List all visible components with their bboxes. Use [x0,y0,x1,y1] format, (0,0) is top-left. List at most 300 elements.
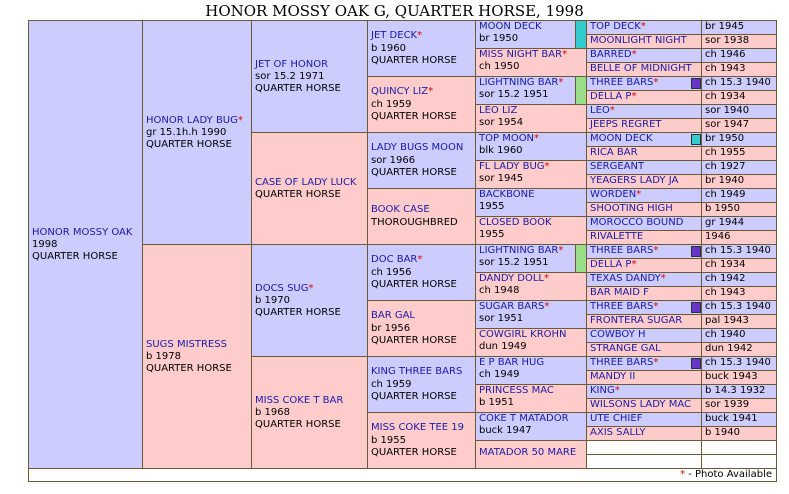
pedigree-cell-g5-9 [475,272,587,301]
pedigree-cell-g6-11 [586,174,702,189]
horse-name-link[interactable] [590,105,698,117]
pedigree-cell-g5-6 [475,188,587,217]
horse-details: ch 1934 [705,259,746,270]
horse-name[interactable]: YEAGERS LADY JA [590,175,679,186]
horse-name[interactable]: COWBOY H [590,329,646,340]
horse-name[interactable]: LIGHTNING BAR [479,77,559,88]
pedigree-cell-g6-5 [586,90,702,105]
horse-info [368,29,460,68]
pedigree-cell-g4-2 [367,132,476,189]
horse-name-link[interactable] [590,203,698,215]
photo-star-icon: * [653,301,659,312]
pedigree-info-g6-23 [701,342,777,357]
horse-name[interactable]: TEXAS DANDY [590,273,661,284]
horse-name[interactable]: JET OF HONOR [255,58,329,70]
pedigree-cell-g6-20 [586,300,702,315]
repeat-marker-icon [691,134,701,145]
pedigree-cell-g6-27 [586,398,702,413]
horse-details: br 1950 [479,33,519,44]
pedigree-cell-g6-28 [586,412,702,427]
horse-details: sor 1939 [705,399,750,410]
repeat-marker-icon [691,302,701,313]
horse-name-link[interactable] [590,343,698,355]
horse-name-link[interactable] [371,254,457,266]
horse-name-link[interactable] [479,21,583,33]
horse-breed: QUARTER HORSE [255,418,341,430]
pedigree-cell-g5-10 [475,300,587,329]
horse-breed: QUARTER HORSE [371,279,457,290]
horse-name[interactable]: TOP DECK [590,21,641,32]
horse-name[interactable]: SUGS MISTRESS [146,338,227,350]
horse-details: ch 1955 [705,147,746,158]
horse-name[interactable]: MOROCCO BOUND [590,217,684,228]
pedigree-cell-g4-4 [367,244,476,301]
horse-name[interactable]: STRANGE GAL [590,343,661,354]
horse-name-link[interactable] [479,189,583,201]
pedigree-cell-g4-0 [367,20,476,77]
pedigree-cell-g5-15 [475,440,587,469]
horse-name-link[interactable] [590,329,698,341]
horse-name-link[interactable] [590,35,698,47]
horse-details: buck 1947 [479,425,532,436]
horse-details: 1998 [32,238,58,250]
pedigree-info-g6-8 [701,132,777,147]
pedigree-cell-g5-12 [475,356,587,385]
pedigree-cell-g6-14 [586,216,702,231]
horse-name[interactable]: UTE CHIEF [590,413,643,424]
pedigree-cell-g3-3 [251,356,368,469]
repeat-marker-icon [575,245,586,272]
pedigree-cell-g5-0 [475,20,587,49]
pedigree-info-g6-12 [701,188,777,203]
horse-name[interactable]: BOOK CASE [371,204,430,215]
horse-details: ch 1927 [705,161,746,172]
horse-name-link[interactable] [590,259,698,271]
horse-details: b 1960 [371,43,406,54]
horse-info [252,282,344,320]
horse-name[interactable]: MISS COKE T BAR [255,394,344,406]
pedigree-cell-g6-29 [586,426,702,441]
horse-name-link[interactable] [590,245,698,257]
horse-details: ch 1943 [705,287,746,298]
horse-name-link[interactable] [479,49,583,61]
pedigree-cell-g6-17 [586,258,702,273]
horse-details: 1955 [479,229,505,240]
pedigree-cell-g5-4 [475,132,587,161]
horse-name-link[interactable] [146,115,243,127]
horse-details: b 1950 [705,203,740,214]
pedigree-info-g6-21 [701,314,777,329]
horse-name[interactable]: CASE OF LADY LUCK [255,176,357,188]
horse-name[interactable]: LEO LIZ [479,105,518,116]
horse-details: ch 1948 [479,285,520,296]
horse-details: b 1955 [371,435,406,446]
photo-star-icon: * [631,259,637,270]
photo-star-icon: * [544,161,550,172]
pedigree-info-g6-24 [701,356,777,371]
horse-name[interactable]: MISS NIGHT BAR [479,49,563,60]
horse-name[interactable]: LIGHTNING BAR [479,245,559,256]
horse-info [368,141,466,180]
horse-details: ch 1959 [371,99,412,110]
photo-star-icon: * [636,189,642,200]
horse-info [368,365,465,404]
pedigree-cell-g6-16 [586,244,702,259]
pedigree-cell-g5-1 [475,48,587,77]
photo-star-icon: * [558,245,564,256]
pedigree-cell-g6-30 [586,440,702,455]
horse-info [368,203,461,230]
horse-details: sor 15.2 1971 [255,70,325,82]
pedigree-cell-g6-15 [586,230,702,245]
photo-star-icon: * [653,357,659,368]
horse-details: sor 1954 [479,117,524,128]
photo-star-icon: * [609,105,615,116]
horse-details: blk 1960 [479,145,523,156]
horse-name-link[interactable] [590,315,698,327]
horse-name-link[interactable] [371,30,457,42]
horse-name[interactable]: BELLE OF MIDNIGHT [590,63,692,74]
horse-name[interactable]: RIVALETTE [590,231,644,242]
photo-star-icon: * [544,301,550,312]
pedigree-cell-g6-23 [586,342,702,357]
horse-breed: QUARTER HORSE [146,362,232,374]
horse-name[interactable]: SHOOTING HIGH [590,203,673,214]
pedigree-info-g6-16 [701,244,777,259]
horse-name-link[interactable] [371,142,463,154]
photo-star-icon: * [237,114,243,126]
horse-info [143,114,246,152]
horse-name-link[interactable] [590,175,698,187]
horse-details: sor 1951 [479,313,524,324]
horse-name-link[interactable] [590,63,698,75]
horse-details: dun 1949 [479,341,527,352]
horse-details: dun 1942 [705,343,753,354]
horse-details: ch 1946 [705,49,746,60]
horse-name[interactable]: MOON DECK [479,21,542,32]
horse-name-link[interactable] [590,21,698,33]
pedigree-cell-g4-3 [367,188,476,245]
horse-name-link[interactable] [479,105,583,117]
horse-name[interactable]: FRONTERA SUGAR [590,315,683,326]
horse-name[interactable]: TOP MOON [479,133,535,144]
horse-name-link[interactable] [590,147,698,159]
horse-details: sor 1966 [371,155,416,166]
pedigree-cell-g6-19 [586,286,702,301]
horse-name-link[interactable] [146,339,232,351]
pedigree-cell-g5-3 [475,104,587,133]
horse-name-link[interactable] [371,204,458,216]
pedigree-cell-g4-1 [367,76,476,133]
horse-breed: QUARTER HORSE [371,55,457,66]
pedigree-info-g6-5 [701,90,777,105]
pedigree-cell-g6-24 [586,356,702,371]
pedigree-cell-g4-5 [367,300,476,357]
pedigree-info-g6-22 [701,328,777,343]
photo-star-icon: * [417,30,423,41]
horse-name-link[interactable] [590,119,698,131]
pedigree-cell-g5-7 [475,216,587,245]
pedigree-cell-g5-2 [475,76,587,105]
horse-name-link[interactable] [590,427,698,439]
horse-name-link[interactable] [479,273,583,285]
pedigree-info-g6-6 [701,104,777,119]
horse-details: ch 1956 [371,267,412,278]
horse-name-link[interactable] [371,86,457,98]
horse-name-link[interactable] [255,177,356,189]
horse-name-link[interactable] [590,49,698,61]
horse-info [368,309,460,348]
pedigree-cell-g1-0 [28,20,143,469]
horse-details: sor 1940 [705,105,750,116]
horse-details: ch 1959 [371,379,412,390]
photo-star-icon: * [660,273,666,284]
horse-details: sor 15.2 1951 [479,257,549,268]
horse-name-link[interactable] [590,287,698,299]
pedigree-info-g6-20 [701,300,777,315]
pedigree-cell-g6-8 [586,132,702,147]
horse-info [29,226,135,264]
horse-breed: QUARTER HORSE [371,111,457,122]
pedigree-info-g6-17 [701,258,777,273]
horse-breed: QUARTER HORSE [371,447,457,458]
repeat-marker-icon [691,78,701,89]
horse-info [368,253,460,292]
horse-breed: QUARTER HORSE [255,82,341,94]
photo-star-icon: * [653,245,659,256]
pedigree-cell-g6-1 [586,34,702,49]
pedigree-cell-g6-3 [586,62,702,77]
pedigree-cell-g3-2 [251,244,368,357]
horse-details: buck 1941 [705,413,758,424]
horse-breed: QUARTER HORSE [371,167,457,178]
horse-name[interactable]: MOONLIGHT NIGHT [590,35,687,46]
photo-star-icon: * [640,21,646,32]
pedigree-cell-g6-9 [586,146,702,161]
horse-name[interactable]: WILSONS LADY MAC [590,399,691,410]
horse-name[interactable]: MOON DECK [590,133,653,144]
horse-name[interactable]: SUGAR BARS [479,301,545,312]
photo-star-icon: * [631,49,637,60]
horse-name[interactable]: THREE BARS [590,77,654,88]
repeat-marker-icon [575,21,586,48]
photo-star-marker: * [680,469,686,480]
horse-name[interactable]: DOC BAR [371,254,418,265]
horse-name[interactable]: COWGIRL KROHN [479,329,567,340]
horse-name[interactable]: PRINCESS MAC [479,385,554,396]
pedigree-cell-g6-26 [586,384,702,399]
horse-name-link[interactable] [590,77,698,89]
horse-name-link[interactable] [255,283,341,295]
horse-name-link[interactable] [479,217,583,229]
horse-name-link[interactable] [371,310,457,322]
horse-name[interactable]: DELLA P [590,91,632,102]
photo-star-icon: * [653,77,659,88]
pedigree-cell-g2-0 [142,20,252,245]
horse-details: ch 15.3 1940 [705,77,771,88]
horse-name-link[interactable] [479,77,583,89]
pedigree-cell-g6-18 [586,272,702,287]
horse-details: sor 1947 [705,119,750,130]
pedigree-info-g6-15 [701,230,777,245]
horse-details: br 1940 [705,175,745,186]
horse-name[interactable]: LEO [590,105,610,116]
horse-details: ch 1940 [705,329,746,340]
horse-name[interactable]: RICA BAR [590,147,638,158]
horse-name[interactable]: MATADOR 50 MARE [479,447,577,458]
horse-details: b 1970 [255,294,290,306]
horse-details: gr 15.1h.h 1990 [146,126,227,138]
horse-name[interactable]: HONOR MOSSY OAK [32,226,133,238]
horse-name-link[interactable] [479,161,583,173]
horse-name-link[interactable] [590,273,698,285]
horse-details: sor 1945 [479,173,524,184]
horse-name-link[interactable] [590,189,698,201]
pedigree-cell-g2-1 [142,244,252,469]
horse-name[interactable]: BAR MAID F [590,287,649,298]
horse-details: ch 1950 [479,61,520,72]
horse-name[interactable]: BARRED [590,49,632,60]
pedigree-cell-g5-11 [475,328,587,357]
horse-name[interactable]: MANDY II [590,371,636,382]
horse-name[interactable]: BACKBONE [479,189,535,200]
horse-name[interactable]: THREE BARS [590,357,654,368]
horse-name[interactable]: BAR GAL [371,310,415,321]
horse-name[interactable]: MISS COKE TEE 19 [371,422,465,433]
horse-details: 1946 [705,231,731,242]
horse-name[interactable]: HONOR LADY BUG [146,114,238,126]
photo-star-icon: * [428,86,434,97]
horse-name[interactable]: JEEPS REGRET [590,119,662,130]
horse-name-link[interactable] [479,133,583,145]
horse-details: ch 15.3 1940 [705,301,771,312]
pedigree-cell-g6-13 [586,202,702,217]
repeat-marker-icon [691,358,701,369]
photo-star-icon: * [562,49,568,60]
pedigree-info-g6-1 [701,34,777,49]
horse-info [252,394,346,432]
horse-details: br 1956 [371,323,411,334]
horse-info [368,421,467,460]
horse-breed: QUARTER HORSE [371,335,457,346]
pedigree-cell-g3-1 [251,132,368,245]
horse-details: ch 1934 [705,91,746,102]
pedigree-cell-g6-12 [586,188,702,203]
horse-details: b 14.3 1932 [705,385,766,396]
horse-details: sor 1938 [705,35,750,46]
horse-name-link[interactable] [590,385,698,397]
photo-legend [28,468,777,482]
pedigree-cell-g4-7 [367,412,476,469]
horse-name[interactable]: KING THREE BARS [371,366,463,377]
horse-name[interactable]: DOCS SUG [255,282,309,294]
pedigree-info-g6-25 [701,370,777,385]
photo-legend-text: - Photo Available [685,469,772,480]
repeat-marker-icon [575,77,586,104]
horse-name-link[interactable] [255,59,341,71]
photo-star-icon: * [534,133,540,144]
horse-name[interactable]: DANDY DOLL [479,273,544,284]
horse-name-link[interactable] [479,301,583,313]
pedigree-info-g6-0 [701,20,777,35]
horse-details: ch 15.3 1940 [705,245,771,256]
horse-details: b 1951 [479,397,514,408]
horse-name[interactable]: KING [590,385,615,396]
horse-name-link[interactable] [479,413,583,425]
horse-name-link[interactable] [590,371,698,383]
horse-details: b 1940 [705,427,740,438]
horse-name-link[interactable] [371,366,462,378]
horse-name[interactable]: DELLA P [590,259,632,270]
horse-name-link[interactable] [590,399,698,411]
horse-name-link[interactable] [479,357,583,369]
pedigree-info-g6-14 [701,216,777,231]
horse-name-link[interactable] [479,447,583,459]
horse-name-link[interactable] [590,91,698,103]
pedigree-info-g6-3 [701,62,777,77]
pedigree-info-g6-13 [701,202,777,217]
horse-name-link[interactable] [590,231,698,243]
pedigree-info-g6-7 [701,118,777,133]
horse-name[interactable]: SERGEANT [590,161,645,172]
horse-name-link[interactable] [479,329,583,341]
pedigree-info-g6-27 [701,398,777,413]
horse-name[interactable]: THREE BARS [590,245,654,256]
horse-name-link[interactable] [479,385,583,397]
photo-star-icon: * [558,77,564,88]
pedigree-info-g6-10 [701,160,777,175]
horse-name[interactable]: CLOSED BOOK [479,217,552,228]
horse-name-link[interactable] [590,133,698,145]
pedigree-cell-g5-8 [475,244,587,273]
pedigree-cell-g4-6 [367,356,476,413]
horse-name[interactable]: AXIS SALLY [590,427,646,438]
horse-name-link[interactable] [479,245,583,257]
horse-name[interactable]: WORDEN [590,189,637,200]
horse-name-link[interactable] [255,395,343,407]
horse-name[interactable]: LADY BUGS MOON [371,142,464,153]
horse-details: gr 1944 [705,217,745,228]
horse-name[interactable]: THREE BARS [590,301,654,312]
pedigree-info-g6-2 [701,48,777,63]
pedigree-info-g6-18 [701,272,777,287]
horse-name-link[interactable] [371,422,464,434]
horse-name[interactable]: JET DECK [371,30,418,41]
pedigree-info-g6-9 [701,146,777,161]
horse-name-link[interactable] [590,161,698,173]
horse-breed: QUARTER HORSE [255,306,341,318]
pedigree-info-g6-19 [701,286,777,301]
horse-name-link[interactable] [32,227,132,239]
horse-name-link[interactable] [590,357,698,369]
pedigree-cell-g6-4 [586,76,702,91]
horse-name[interactable]: QUINCY LIZ [371,86,429,97]
horse-name[interactable]: COKE T MATADOR [479,413,569,424]
horse-name[interactable]: FL LADY BUG [479,161,545,172]
photo-star-icon: * [544,273,549,284]
horse-details: ch 1943 [705,63,746,74]
pedigree-info-g6-31 [701,454,777,469]
pedigree-cell-g3-0 [251,20,368,133]
pedigree-info-g6-26 [701,384,777,399]
horse-details: 1955 [479,201,505,212]
horse-details: THOROUGHBRED [371,217,458,228]
horse-name-link[interactable] [590,217,698,229]
horse-name-link[interactable] [590,301,698,313]
horse-name-link[interactable] [590,413,698,425]
page-title: HONOR MOSSY OAK G, QUARTER HORSE, 1998 [205,2,584,20]
horse-name[interactable]: E P BAR HUG [479,357,545,368]
